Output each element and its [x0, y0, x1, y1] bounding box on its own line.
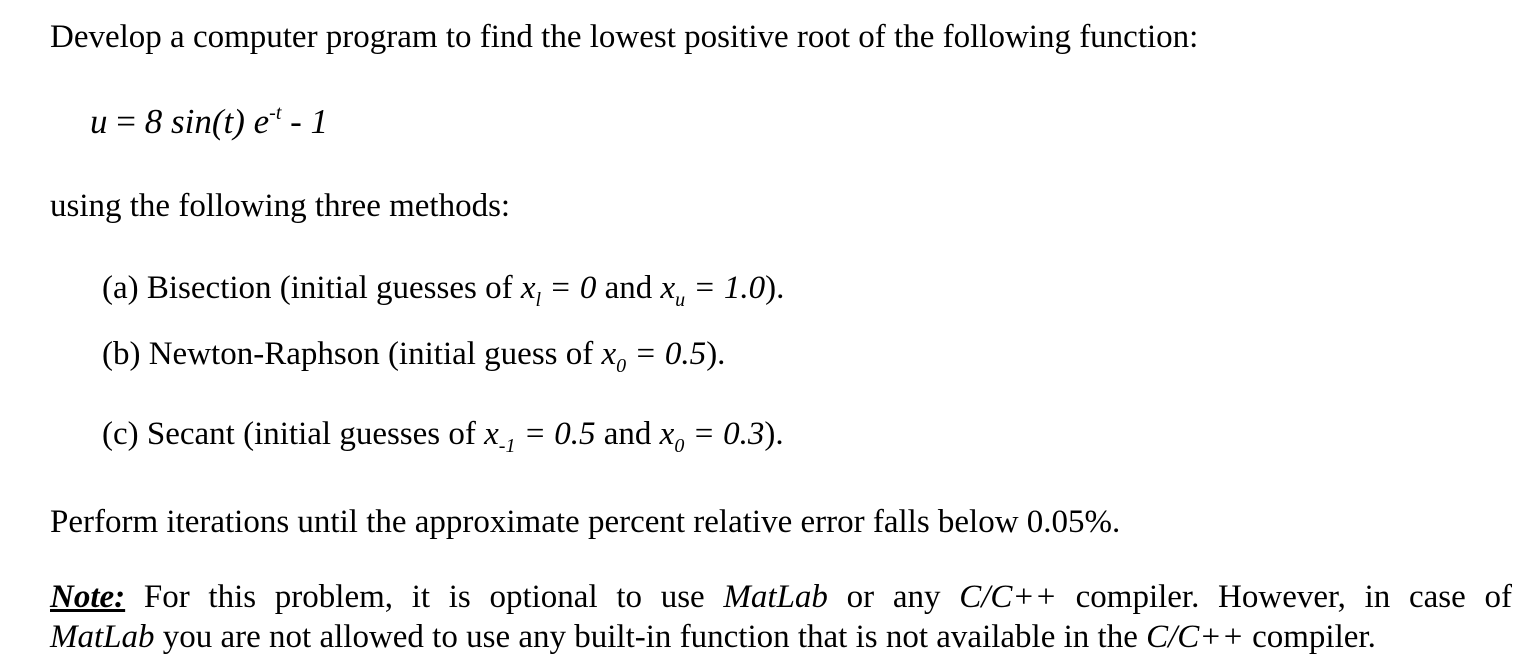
method-b-var1-value: = 0.5: [626, 336, 707, 372]
note-line1-c: compiler. However, in case of: [1056, 579, 1512, 615]
note-line2-a: you are not allowed to use any built-in function that is not available in the: [154, 619, 1147, 655]
method-a-post: ).: [765, 270, 785, 306]
equation-tail: - 1: [281, 102, 329, 141]
method-a-mid: and: [596, 270, 661, 306]
method-c-var1-sub: -1: [498, 435, 516, 457]
method-a-var2-value: = 1.0: [685, 270, 766, 306]
method-c-var2-sub: 0: [674, 435, 685, 457]
note-line2-b: compiler.: [1243, 619, 1376, 655]
method-c-var1: x: [484, 416, 499, 452]
note-c-cpp-2: C/C++: [1146, 619, 1244, 655]
method-a-var1-value: = 0: [541, 270, 597, 306]
note-line1-b: or any: [827, 579, 960, 615]
method-a-var1-sub: l: [535, 289, 542, 311]
method-a-var2-sub: u: [675, 289, 686, 311]
method-c-var1-value: = 0.5: [515, 416, 596, 452]
method-b-newton-raphson: [102, 334, 726, 377]
equation-lhs: u: [90, 102, 108, 141]
equation-coef: 8 sin(t) e: [144, 102, 270, 141]
intro-text: Develop a computer program to find the lowest positive root of the following function:: [50, 19, 1199, 55]
note-line1-a: For this problem, it is optional to use: [125, 579, 724, 615]
equation: [90, 102, 328, 142]
method-a-var2: x: [660, 270, 676, 306]
method-c-var2-value: = 0.3: [684, 416, 765, 452]
note-line-2: [50, 617, 1376, 657]
equation-equals: =: [107, 102, 145, 141]
method-c-secant: [102, 414, 784, 457]
note-line-1: [50, 577, 1512, 617]
note-matlab-2: MatLab: [50, 619, 155, 655]
method-a-bisection: [102, 268, 785, 311]
method-c-post: ).: [764, 416, 784, 452]
method-b-pre: (b) Newton-Raphson (initial guess of: [102, 336, 602, 372]
method-c-var2: x: [659, 416, 675, 452]
method-a-pre: (a) Bisection (initial guesses of: [102, 270, 521, 306]
method-b-post: ).: [706, 336, 726, 372]
methods-intro-text: using the following three methods:: [50, 188, 511, 224]
method-a-var1: x: [520, 270, 536, 306]
equation-exponent: -t: [269, 102, 282, 124]
note-c-cpp-1: C/C++: [959, 579, 1057, 615]
note-label: Note:: [50, 579, 126, 615]
stop-criterion-text: Perform iterations until the approximate percent relative error falls below 0.05%.: [50, 504, 1121, 540]
method-c-pre: (c) Secant (initial guesses of: [102, 416, 485, 452]
note-matlab-1: MatLab: [723, 579, 828, 615]
method-b-var1-sub: 0: [616, 355, 627, 377]
method-c-mid: and: [595, 416, 660, 452]
method-b-var1: x: [601, 336, 617, 372]
